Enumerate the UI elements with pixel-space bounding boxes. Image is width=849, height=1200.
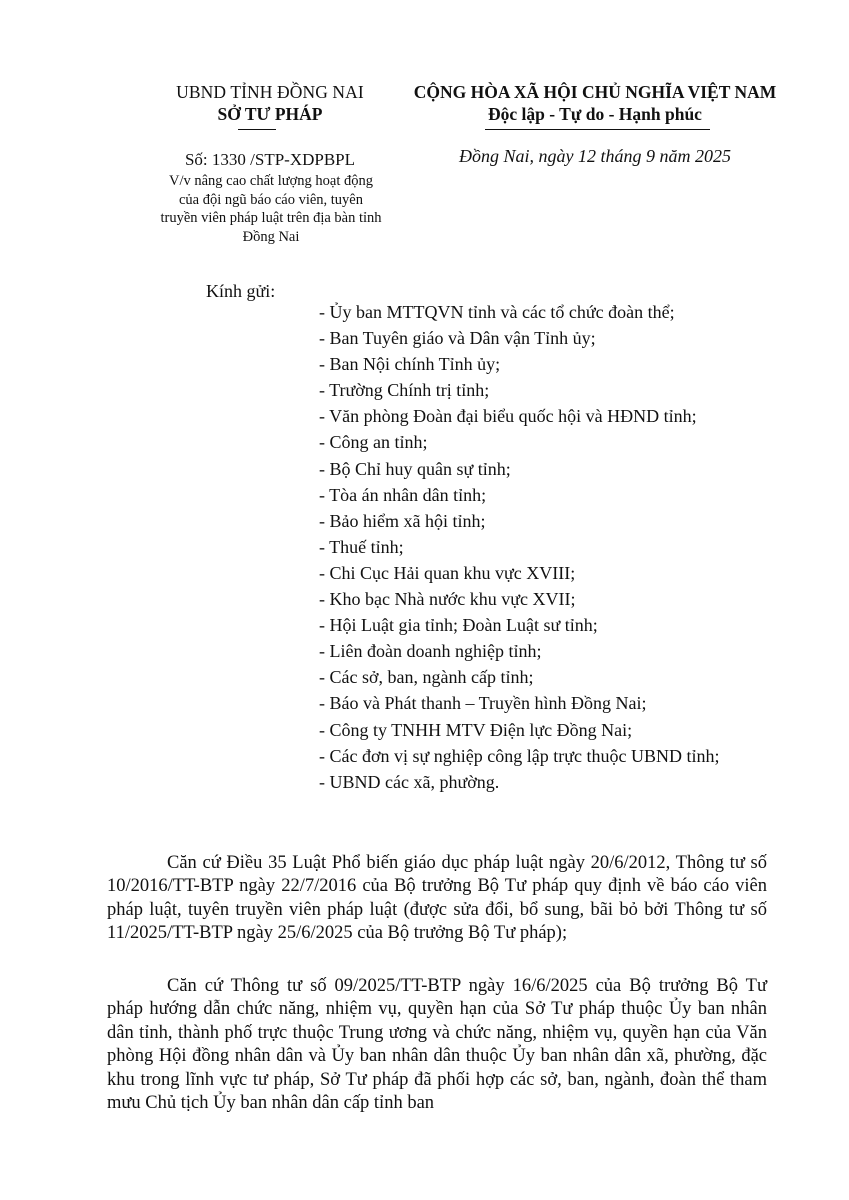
document-number-prefix: Số:: [184, 150, 208, 169]
place-and-date: Đồng Nai, ngày 12 tháng 9 năm 2025: [459, 146, 731, 166]
recipient-item: - Liên đoàn doanh nghiệp tỉnh;: [319, 641, 542, 662]
motto-underline: [485, 129, 710, 130]
body-paragraph-legal-basis-2: Căn cứ Thông tư số 09/2025/TT-BTP ngày 16/6/2025 của Bộ trưởng Bộ Tư pháp hướng dẫn chức năng, nhiệm vụ, quyền hạn của Sở Tư pháp thuộc Ủy ban nhân dân tỉnh, thành phố trực thuộc Trung ương và chức năng, nhiệm vụ, quyền hạn của Văn phòng Hội đồng nhân dân và Ủy ban nhân dân thuộc Ủy ban nhân dân xã, phường, đặc khu trong lĩnh vực tư pháp, Sở Tư pháp đã phối hợp các sở, ban, ngành, đoàn thể tham mưu Chủ tịch Ủy ban nhân dân cấp tỉnh ban: [107, 976, 767, 1114]
recipient-item: - Thuế tỉnh;: [319, 536, 404, 557]
recipient-item: - Ủy ban MTTQVN tỉnh và các tổ chức đoàn thể;: [319, 302, 675, 322]
recipient-item: - Công an tỉnh;: [319, 432, 428, 453]
document-number-suffix: /STP-XDPBPL: [250, 150, 356, 169]
recipient-item: - Các đơn vị sự nghiệp công lập trực thuộc UBND tỉnh;: [319, 745, 720, 766]
recipient-item: - Bảo hiểm xã hội tỉnh;: [319, 510, 486, 531]
recipient-list: [319, 299, 719, 795]
recipient-item: - Chi Cục Hải quan khu vực XVIII;: [319, 562, 576, 583]
national-motto: Độc lập - Tự do - Hạnh phúc: [488, 104, 702, 124]
recipient-item: - Các sở, ban, ngành cấp tỉnh;: [319, 667, 534, 688]
national-title: CỘNG HÒA XÃ HỘI CHỦ NGHĨA VIỆT NAM: [413, 82, 777, 102]
body-paragraph-legal-basis-1: Căn cứ Điều 35 Luật Phổ biến giáo dục pháp luật ngày 20/6/2012, Thông tư số 10/2016/TT-BTP ngày 22/7/2016 của Bộ trưởng Bộ Tư pháp quy định về báo cáo viên pháp luật, tuyên truyền viên pháp luật (được sửa đổi, bổ sung, bãi bỏ bởi Thông tư số 11/2025/TT-BTP ngày 25/6/2025 của Bộ trưởng Bộ Tư pháp);: [107, 853, 767, 944]
document-number-value: 1330: [211, 150, 246, 169]
recipient-item: - Bộ Chỉ huy quân sự tỉnh;: [319, 458, 511, 479]
recipient-item: - UBND các xã, phường.: [319, 771, 500, 792]
recipient-item: - Công ty TNHH MTV Điện lực Đồng Nai;: [319, 719, 633, 740]
issuing-authority: SỞ TƯ PHÁP: [217, 104, 323, 124]
recipient-item: - Báo và Phát thanh – Truyền hình Đồng Nai;: [319, 693, 647, 714]
issuing-authority-parent: UBND TỈNH ĐỒNG NAI: [176, 82, 364, 102]
document-number: [150, 150, 390, 170]
recipient-item: - Văn phòng Đoàn đại biểu quốc hội và HĐND tỉnh;: [319, 406, 697, 427]
recipient-item: - Tòa án nhân dân tỉnh;: [319, 484, 487, 505]
document-subject: V/v nâng cao chất lượng hoạt động của đội ngũ báo cáo viên, tuyên truyền viên pháp luật trên địa bàn tỉnh Đồng Nai: [160, 173, 382, 245]
recipient-item: - Trường Chính trị tỉnh;: [319, 380, 490, 401]
recipient-item: - Hội Luật gia tỉnh; Đoàn Luật sư tỉnh;: [319, 615, 598, 636]
recipient-item: - Kho bạc Nhà nước khu vực XVII;: [319, 589, 576, 610]
recipient-item: - Ban Nội chính Tỉnh ủy;: [319, 354, 501, 375]
recipient-item: - Ban Tuyên giáo và Dân vận Tỉnh ủy;: [319, 328, 596, 349]
authority-underline: [238, 129, 276, 130]
salutation: Kính gửi:: [206, 281, 276, 301]
